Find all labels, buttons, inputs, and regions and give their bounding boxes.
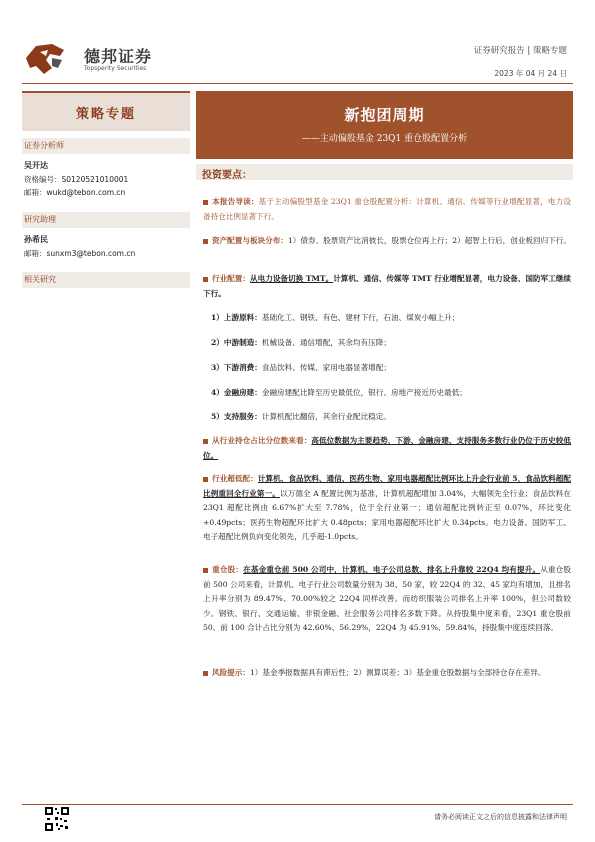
assistant-name: 孙希民 xyxy=(24,235,48,244)
assistant-email[interactable]: 邮箱：sunxm3@tebon.com.cn xyxy=(24,249,136,258)
point-highlight: 在基金重仓前 500 公司中，计算机、电子公司总数、排名上升靠较 22Q4 均有提升。 xyxy=(243,565,541,574)
header-divider xyxy=(22,83,573,84)
sub-label: 2）中游制造： xyxy=(211,338,262,347)
footer-divider xyxy=(22,804,573,805)
section-label: 策略专题 xyxy=(75,106,136,122)
company-name-cn: 德邦证券 xyxy=(84,47,153,66)
point-label: 行业超低配： xyxy=(212,474,258,483)
point-text: 从重仓股前 500 公司来看，计算机、电子行业公司数量分别为 38、50 家，较 22Q4 的 32、45 家均有增加，且排名上升率分别为 89.47%、70.00%较之 22Q4 同样改善。而纺织服装公司排名上升率 100%，但公司数较少。钢铁、银行、交通运输、非银金融、社会服务公司排名多数下降。从持股集中度来看，23Q1 重仓股前 50、前 100 合计占比分别为 42.60%、56.29%，22Q4 为 45.91%、59.84%，持股集中度连续回落。 xyxy=(203,565,572,633)
title-banner xyxy=(196,91,573,159)
related-research-heading: 相关研究 xyxy=(22,272,190,288)
sub-point-upstream xyxy=(211,311,571,325)
sub-text: 食品饮料、传媒、家用电器显著增配； xyxy=(261,363,391,372)
point-percentile xyxy=(203,434,571,463)
sub-text: 金融房建配比降至历史最低位，银行、房地产接近历史最低； xyxy=(261,388,467,397)
point-highlight: 从电力设备切换 TMT。 xyxy=(250,274,334,283)
analyst-cert: 资格编号：S0120521010001 xyxy=(24,175,129,184)
bullet-icon xyxy=(203,568,208,573)
point-guide xyxy=(203,195,571,224)
company-name-en: Topsperity Securities xyxy=(84,65,147,72)
sub-point-midstream xyxy=(211,336,571,350)
sub-point-finance xyxy=(211,386,571,400)
point-asset-allocation xyxy=(203,234,571,249)
assistant-heading: 研究助理 xyxy=(22,212,190,228)
company-logo xyxy=(22,38,70,78)
analyst-heading: 证券分析师 xyxy=(22,138,190,154)
bullet-icon xyxy=(203,439,208,444)
points-header-bar xyxy=(196,164,573,180)
point-text: 计算机、通信、传媒等 TMT 行业增配显著，电力设备、国防军工继续下行。 xyxy=(203,274,571,298)
sub-label: 5）支持服务： xyxy=(211,412,262,421)
report-subtitle: ——主动偏股基金 23Q1 重仓股配置分析 xyxy=(301,134,468,144)
point-heavy-holdings xyxy=(203,563,571,636)
points-heading: 投资要点： xyxy=(202,170,252,181)
point-text: 以万德全 A 配置比例为基准，计算机超配增加 3.04%，大幅领先全行业；食品饮料在 23Q1 超配比例由 6.67%扩大至 7.78%，位于全行业第一；通信超配比例转正至 0.07%，环比变化+0.49pcts；医药生物超配环比扩大 0.48pcts；家用电器超配环比扩大 0.34pcts。电力设备、国防军工、电子超配比例负向变化领先，几乎超-1.0pcts。 xyxy=(203,488,571,542)
point-industry-allocation xyxy=(203,272,571,301)
bullet-icon xyxy=(203,671,208,676)
sub-label: 4）金融房建： xyxy=(211,388,262,397)
point-overweight xyxy=(203,472,571,545)
sub-text: 计算机配比翻倍，其余行业配比稳定。 xyxy=(261,412,391,421)
point-text: 基于主动偏股型基金 23Q1 重仓股配置分析：计算机、通信、传媒等行业增配显著，电力设备持仓比例显著下行。 xyxy=(203,197,571,221)
sub-text: 机械设备、通信增配，其余均有压降； xyxy=(261,338,391,347)
sub-text: 基础化工、钢铁、有色、建材下行，石油、煤炭小幅上升； xyxy=(261,313,460,322)
report-type: 证券研究报告 | 策略专题 xyxy=(473,46,567,56)
disclaimer-note: 请务必阅读正文之后的信息披露和法律声明 xyxy=(434,813,567,821)
sub-point-downstream xyxy=(211,361,571,375)
bullet-icon xyxy=(203,477,208,482)
sub-point-services xyxy=(211,410,571,424)
point-text: 1）债券、股票资产比消彼长，股票仓位再上行；2）超智上行后，创业板回归下行。 xyxy=(287,236,571,245)
sub-label: 1）上游原料： xyxy=(211,313,262,322)
point-risk xyxy=(203,666,571,681)
point-label: 本报告导读： xyxy=(212,197,259,206)
point-highlight: 计算机、食品饮料、通信、医药生物、家用电器超配比例环比上升企行业前 5，食品饮料超配比例重回全行业第一。 xyxy=(203,474,571,498)
point-label: 风险提示： xyxy=(212,668,250,677)
point-highlight: 高低位数据为主要趋势，下游、金融房建、支持服务多数行业仍位于历史较低位。 xyxy=(203,436,571,460)
point-text: 1）基金季报数据具有滞后性；2）测算误差；3）基金重仓股数据与全部持仓存在差异。 xyxy=(249,668,546,677)
bullet-icon xyxy=(203,277,208,282)
point-label: 资产配置与板块分布： xyxy=(212,236,288,245)
report-date: 2023 年 04 月 24 日 xyxy=(494,69,567,78)
point-label: 重仓股： xyxy=(212,565,244,574)
bullet-icon xyxy=(203,200,208,205)
point-label: 从行业持仓占比分位数来看： xyxy=(212,436,312,445)
qr-code-icon xyxy=(44,806,70,832)
section-label-box xyxy=(22,91,190,131)
logo-icon xyxy=(22,38,70,78)
point-label: 行业配置： xyxy=(212,274,251,283)
bullet-icon xyxy=(203,239,208,244)
analyst-email[interactable]: 邮箱：wukd@tebon.com.cn xyxy=(24,188,126,197)
analyst-name: 吴开达 xyxy=(24,161,48,170)
report-title: 新抱团周期 xyxy=(344,106,425,124)
sub-label: 3）下游消费： xyxy=(211,363,262,372)
